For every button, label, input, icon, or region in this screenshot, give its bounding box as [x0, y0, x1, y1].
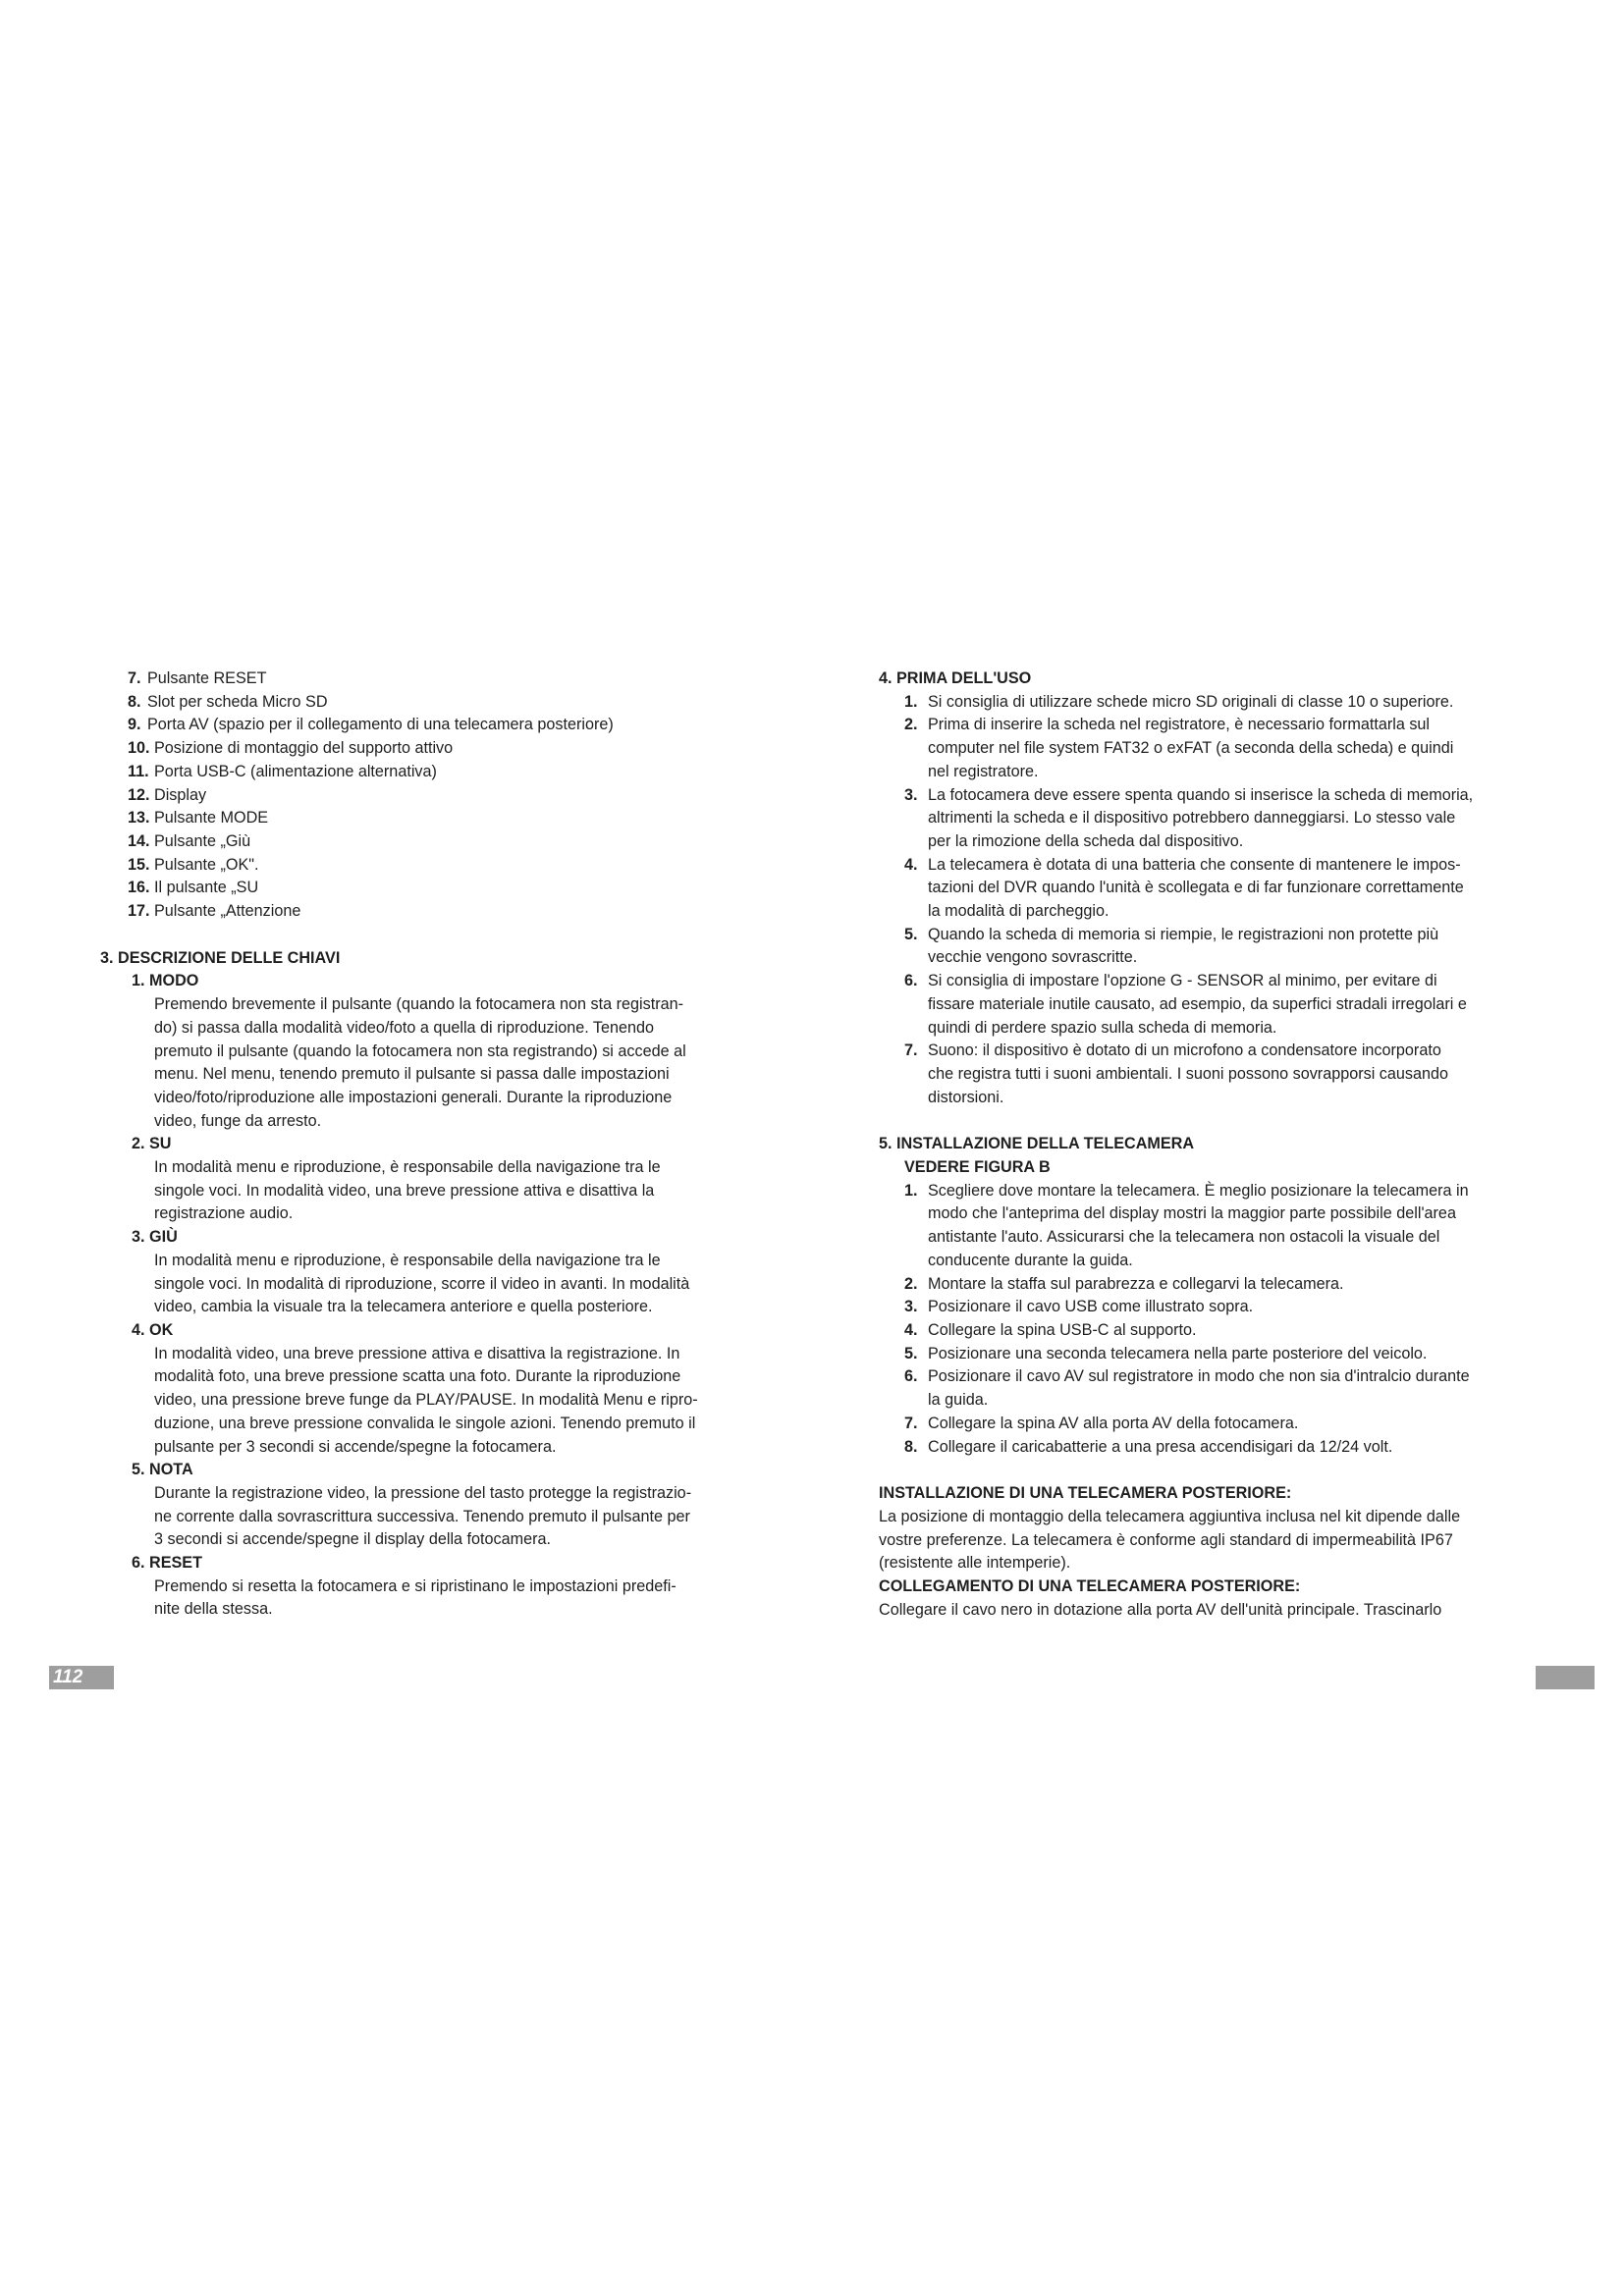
item-number: 6. — [904, 1367, 918, 1386]
item-number: 17. — [128, 902, 150, 921]
key-title: 3. GIÙ — [132, 1228, 178, 1247]
key-description-line: ne corrente dalla sovrascrittura successiva. Tenendo premuto il pulsante per — [154, 1507, 690, 1525]
right-column — [879, 667, 1544, 1622]
list-line — [879, 1273, 1544, 1297]
left-column — [100, 667, 768, 1622]
list-line — [879, 854, 1544, 878]
item-text: Slot per scheda Micro SD — [147, 692, 328, 711]
item-text: Posizionare il cavo AV sul registratore in modo che non sia d'intralcio durante — [928, 1367, 1470, 1386]
item-text: Pulsante MODE — [154, 809, 269, 828]
parts-list-item — [100, 830, 768, 854]
section-4-title: 4. PRIMA DELL'USO — [879, 669, 1032, 687]
key-title: 2. SU — [132, 1135, 172, 1153]
item-text: la guida. — [928, 1391, 989, 1410]
item-text: Suono: il dispositivo è dotato di un microfono a condensatore incorporato — [928, 1041, 1441, 1060]
key-description-line: singole voci. In modalità di riproduzione, scorre il video in avanti. In modalità — [154, 1274, 690, 1293]
key-description-line: In modalità menu e riproduzione, è responsabile della navigazione tra le — [154, 1251, 661, 1269]
list-line — [879, 877, 1544, 900]
list-line — [879, 1436, 1544, 1460]
list-line — [879, 1040, 1544, 1063]
key-description-line: 3 secondi si accende/spegne il display della fotocamera. — [154, 1530, 552, 1549]
paragraph-line: La posizione di montaggio della telecamera aggiuntiva inclusa nel kit dipende dalle — [879, 1507, 1461, 1525]
list-line — [879, 1180, 1544, 1203]
item-text: Pulsante „Giù — [154, 831, 251, 850]
item-number: 4. — [904, 1320, 918, 1339]
item-number: 7. — [904, 1414, 918, 1432]
item-number: 6. — [904, 972, 918, 990]
list-line — [879, 924, 1544, 947]
key-title: 4. OK — [132, 1320, 174, 1339]
item-text: Prima di inserire la scheda nel registratore, è necessario formattarla sul — [928, 716, 1431, 734]
item-number: 4. — [904, 855, 918, 874]
item-number: 7. — [128, 669, 141, 687]
item-number: 8. — [904, 1437, 918, 1456]
item-number: 15. — [128, 855, 150, 874]
keys-list — [100, 970, 768, 1622]
rear-camera-title: INSTALLAZIONE DI UNA TELECAMERA POSTERIORE: — [879, 1484, 1292, 1503]
section-3-title: 3. DESCRIZIONE DELLE CHIAVI — [100, 948, 341, 967]
key-description-line: Premendo si resetta la fotocamera e si ripristinano le impostazioni predefi- — [154, 1576, 677, 1595]
page-number: 112 — [53, 1667, 83, 1687]
item-text: distorsioni. — [928, 1088, 1004, 1106]
item-text: Si consiglia di utilizzare schede micro SD originali di classe 10 o superiore. — [928, 692, 1454, 711]
list-line — [879, 1296, 1544, 1319]
list-line — [879, 946, 1544, 970]
item-text: conducente durante la guida. — [928, 1251, 1133, 1269]
key-description-line: video/foto/riproduzione alle impostazioni generali. Durante la riproduzione — [154, 1088, 673, 1106]
list-line — [879, 830, 1544, 854]
list-line — [879, 761, 1544, 784]
item-number: 9. — [128, 716, 141, 734]
item-number: 5. — [904, 925, 918, 943]
key-description-line: video, una pressione breve funge da PLAY/PAUSE. In modalità Menu e ripro- — [154, 1391, 698, 1410]
rear-camera-text — [879, 1506, 1544, 1575]
key-description-line: video, funge da arresto. — [154, 1111, 322, 1130]
install-list — [879, 1180, 1544, 1459]
key-title: 5. NOTA — [132, 1461, 193, 1479]
connect-camera-text — [879, 1599, 1544, 1623]
item-number: 3. — [904, 785, 918, 804]
item-number: 13. — [128, 809, 150, 828]
item-text: quindi di perdere spazio sulla scheda di memoria. — [928, 1018, 1277, 1037]
item-text: Pulsante „OK". — [154, 855, 259, 874]
key-description-line: do) si passa dalla modalità video/foto a quella di riproduzione. Tenendo — [154, 1018, 655, 1037]
item-text: Porta AV (spazio per il collegamento di una telecamera posteriore) — [147, 716, 614, 734]
item-text: Posizionare una seconda telecamera nella parte posteriore del veicolo. — [928, 1344, 1428, 1362]
item-number: 2. — [904, 1274, 918, 1293]
parts-list-item — [100, 900, 768, 924]
section-5-subtitle: VEDERE FIGURA B — [904, 1158, 1051, 1177]
parts-list-item — [100, 667, 768, 691]
item-text: tazioni del DVR quando l'unità è scollegata e di far funzionare correttamente — [928, 879, 1464, 897]
item-text: La fotocamera deve essere spenta quando si inserisce la scheda di memoria, — [928, 785, 1474, 804]
key-description-line: registrazione audio. — [154, 1204, 294, 1223]
item-text: La telecamera è dotata di una batteria che consente di mantenere le impos- — [928, 855, 1461, 874]
key-description-line: In modalità menu e riproduzione, è responsabile della navigazione tra le — [154, 1158, 661, 1177]
item-number: 5. — [904, 1344, 918, 1362]
list-line — [879, 993, 1544, 1017]
item-text: Il pulsante „SU — [154, 879, 259, 897]
key-description-line: premuto il pulsante (quando la fotocamera non sta registrando) si accede al — [154, 1041, 686, 1060]
parts-list-item — [100, 877, 768, 900]
list-line — [879, 714, 1544, 737]
item-number: 14. — [128, 831, 150, 850]
key-description-line: singole voci. In modalità video, una breve pressione attiva e disattiva la — [154, 1181, 655, 1200]
list-line — [879, 1413, 1544, 1436]
item-text: Pulsante „Attenzione — [154, 902, 301, 921]
item-text: Porta USB-C (alimentazione alternativa) — [154, 762, 437, 780]
list-line — [879, 1202, 1544, 1226]
list-line — [879, 737, 1544, 761]
key-title: 1. MODO — [132, 972, 199, 990]
item-text: Pulsante RESET — [147, 669, 267, 687]
parts-list-item — [100, 761, 768, 784]
list-line — [879, 784, 1544, 808]
list-line — [879, 1226, 1544, 1250]
parts-list-item — [100, 807, 768, 830]
list-line — [879, 1343, 1544, 1366]
item-text: Collegare il caricabatterie a una presa accendisigari da 12/24 volt. — [928, 1437, 1393, 1456]
key-description-line: Durante la registrazione video, la pressione del tasto protegge la registrazio- — [154, 1483, 692, 1502]
list-line — [879, 970, 1544, 993]
item-text: antistante l'auto. Assicurarsi che la telecamera non ostacoli la visuale del — [928, 1228, 1440, 1247]
key-description-line: menu. Nel menu, tenendo premuto il pulsante si passa dalle impostazioni — [154, 1065, 670, 1084]
item-text: computer nel file system FAT32 o exFAT (a seconda della scheda) e quindi — [928, 739, 1454, 758]
parts-list-item — [100, 784, 768, 808]
item-text: per la rimozione della scheda dal dispositivo. — [928, 831, 1244, 850]
item-text: Posizione di montaggio del supporto attivo — [154, 739, 454, 758]
item-number: 1. — [904, 1181, 918, 1200]
item-text: Scegliere dove montare la telecamera. È meglio posizionare la telecamera in — [928, 1181, 1469, 1200]
item-text: Quando la scheda di memoria si riempie, le registrazioni non protette più — [928, 925, 1439, 943]
item-text: Collegare la spina USB-C al supporto. — [928, 1320, 1197, 1339]
list-line — [879, 900, 1544, 924]
parts-list — [100, 667, 768, 924]
list-line — [879, 807, 1544, 830]
page-bar-right — [1536, 1666, 1595, 1689]
key-description-line: In modalità video, una breve pressione attiva e disattiva la registrazione. In — [154, 1344, 680, 1362]
item-text: che registra tutti i suoni ambientali. I suoni possono sovrapporsi causando — [928, 1064, 1448, 1083]
item-number: 10. — [128, 739, 150, 758]
item-number: 2. — [904, 716, 918, 734]
page-number-bar — [49, 1666, 114, 1689]
parts-list-item — [100, 854, 768, 878]
paragraph-line: Collegare il cavo nero in dotazione alla porta AV dell'unità principale. Trascinarlo — [879, 1600, 1442, 1619]
before-use-list — [879, 691, 1544, 1110]
item-number: 7. — [904, 1041, 918, 1060]
key-description-line: modalità foto, una breve pressione scatta una foto. Durante la riproduzione — [154, 1367, 681, 1386]
list-line — [879, 1063, 1544, 1087]
key-description-line: pulsante per 3 secondi si accende/spegne la fotocamera. — [154, 1437, 557, 1456]
item-text: Montare la staffa sul parabrezza e collegarvi la telecamera. — [928, 1274, 1344, 1293]
parts-list-item — [100, 714, 768, 737]
item-text: modo che l'anteprima del display mostri la maggior parte possibile dell'area — [928, 1204, 1456, 1223]
item-number: 1. — [904, 692, 918, 711]
paragraph-line: (resistente alle intemperie). — [879, 1554, 1071, 1573]
item-number: 16. — [128, 879, 150, 897]
parts-list-item — [100, 737, 768, 761]
item-text: vecchie vengono sovrascritte. — [928, 948, 1138, 967]
item-text: la modalità di parcheggio. — [928, 902, 1110, 921]
list-line — [879, 691, 1544, 715]
list-line — [879, 1319, 1544, 1343]
key-description-line: video, cambia la visuale tra la telecamera anteriore e quella posteriore. — [154, 1298, 653, 1316]
parts-list-item — [100, 691, 768, 715]
item-text: Display — [154, 785, 207, 804]
item-number: 8. — [128, 692, 141, 711]
section-5-title: 5. INSTALLAZIONE DELLA TELECAMERA — [879, 1135, 1195, 1153]
item-text: Si consiglia di impostare l'opzione G - SENSOR al minimo, per evitare di — [928, 972, 1437, 990]
key-description-line: Premendo brevemente il pulsante (quando la fotocamera non sta registran- — [154, 995, 683, 1014]
connect-camera-title: COLLEGAMENTO DI UNA TELECAMERA POSTERIORE: — [879, 1577, 1301, 1596]
list-line — [879, 1250, 1544, 1273]
list-line — [879, 1017, 1544, 1041]
list-line — [879, 1365, 1544, 1389]
item-text: nel registratore. — [928, 762, 1039, 780]
list-line — [879, 1087, 1544, 1110]
item-number: 3. — [904, 1298, 918, 1316]
item-text: Collegare la spina AV alla porta AV della fotocamera. — [928, 1414, 1299, 1432]
list-line — [879, 1389, 1544, 1413]
item-text: fissare materiale inutile causato, ad esempio, da superfici stradali irregolari e — [928, 994, 1467, 1013]
item-text: altrimenti la scheda e il dispositivo potrebbero danneggiarsi. Lo stesso vale — [928, 809, 1456, 828]
paragraph-line: vostre preferenze. La telecamera è conforme agli standard di impermeabilità IP67 — [879, 1530, 1453, 1549]
item-number: 11. — [128, 762, 149, 780]
key-description-line: nite della stessa. — [154, 1600, 273, 1619]
item-number: 12. — [128, 785, 150, 804]
item-text: Posizionare il cavo USB come illustrato sopra. — [928, 1298, 1254, 1316]
key-title: 6. RESET — [132, 1554, 202, 1573]
key-description-line: duzione, una breve pressione convalida le singole azioni. Tenendo premuto il — [154, 1414, 696, 1432]
